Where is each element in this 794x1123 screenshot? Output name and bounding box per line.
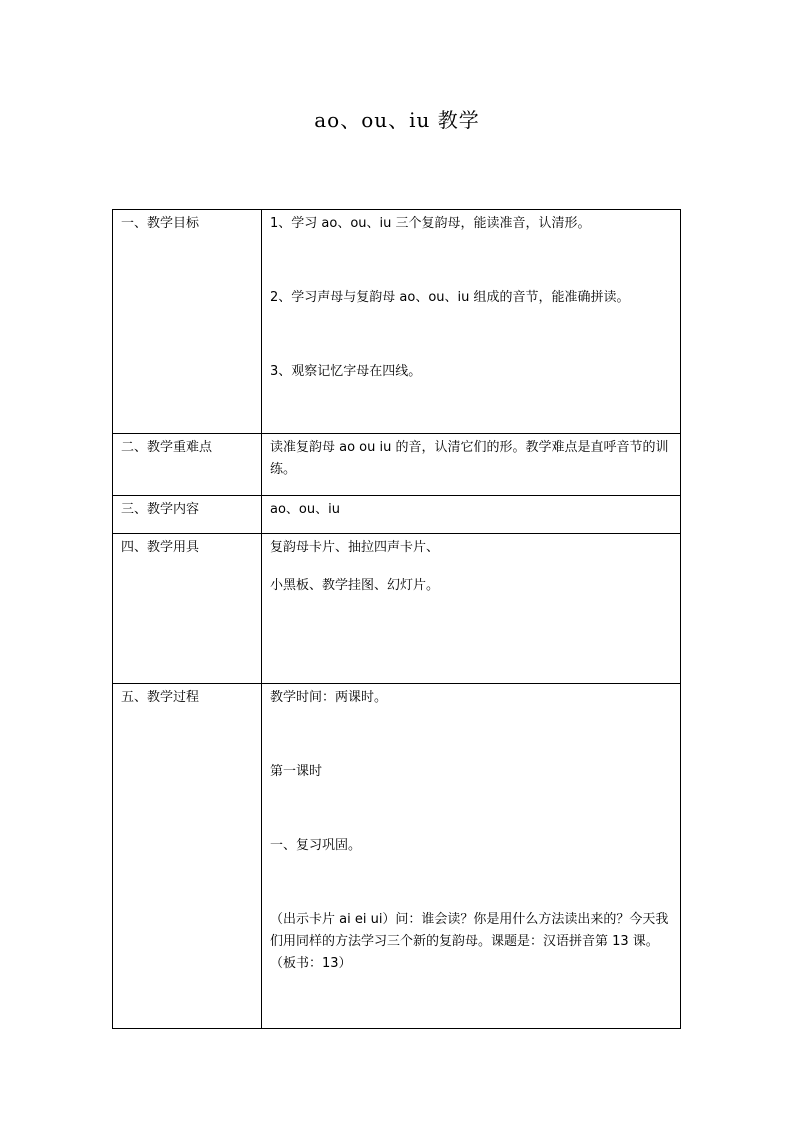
tools-content	[262, 534, 681, 684]
process-content	[262, 684, 681, 1029]
goals-label: 一、教学目标	[113, 210, 262, 434]
goal-item-1: 1、学习 ao、ou、iu 三个复韵母，能读准音，认清形。	[270, 216, 591, 231]
difficulty-label: 二、教学重难点	[113, 434, 262, 496]
row-process	[113, 684, 681, 1029]
process-item-1: 教学时间：两课时。	[270, 690, 388, 705]
document-title: ao、ou、iu 教学	[314, 108, 480, 132]
content-value: ao、ou、iu	[262, 496, 681, 534]
process-item-4: （出示卡片 ai ei ui）问：谁会读？你是用什么方法读出来的？今天我们用同样的方法学习三个新的复韵母。课题是：汉语拼音第 13 课。（板书：13）	[270, 912, 669, 971]
process-label: 五、教学过程	[113, 684, 262, 1029]
goal-item-2: 2、学习声母与复韵母 ao、ou、iu 组成的音节，能准确拼读。	[270, 290, 630, 305]
difficulty-content: 读准复韵母 ao ou iu 的音，认清它们的形。教学难点是直呼音节的训练。	[262, 434, 681, 496]
process-item-2: 第一课时	[270, 764, 323, 779]
goals-content	[262, 210, 681, 434]
content-label: 三、教学内容	[113, 496, 262, 534]
goal-item-3: 3、观察记忆字母在四线。	[270, 364, 422, 379]
row-goals	[113, 210, 681, 434]
row-content	[113, 496, 681, 534]
tool-item-2: 小黑板、教学挂图、幻灯片。	[270, 578, 440, 593]
process-item-3: 一、复习巩固。	[270, 838, 362, 853]
row-difficulty	[113, 434, 681, 496]
tool-item-1: 复韵母卡片、抽拉四声卡片、	[270, 540, 440, 555]
row-tools	[113, 534, 681, 684]
tools-label: 四、教学用具	[113, 534, 262, 684]
lesson-plan-table	[112, 209, 681, 1029]
